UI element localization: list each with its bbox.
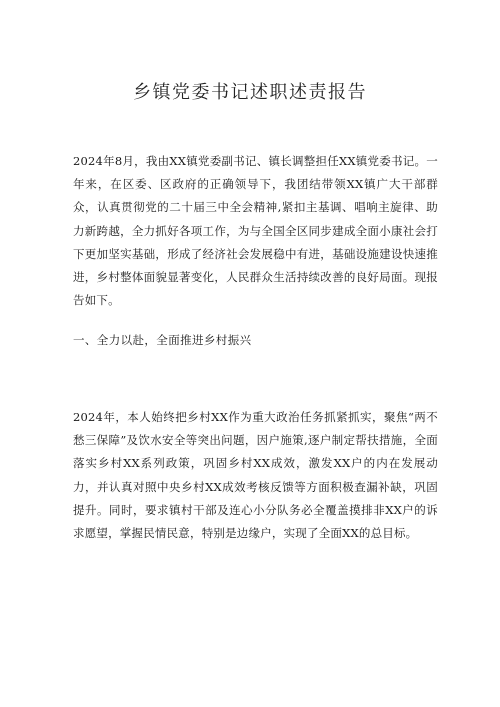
section-1-paragraph: 2024年，本人始终把乡村XX作为重大政治任务抓紧抓实，聚焦“两不愁三保障”及饮水安全等突出问题，因户施策,逐户制定帮扶措施，全面落实乡村XX系列政策，巩固乡村XX成效，激发XX户的内在发展动力，并认真对照中央乡村XX成效考核反馈等方面积极查漏补缺，巩固提升。同时，要求镇村干部及连心小分队务必全覆盖摸排非XX户的诉求愿望，掌握民情民意，特别是边缘户，实现了全面XX的总目标。 [73,410,438,541]
intro-paragraph: 2024年8月，我由XX镇党委副书记、镇长调整担任XX镇党委书记。一年来，在区委、区政府的正确领导下，我团结带领XX镇广大干部群众，认真贯彻党的二十届三中全会精神,紧扣主基调、唱响主旋律、助力新跨越，全力抓好各项工作，为与全国全区同步建成全面小康社会打下更加坚实基础，形成了经济社会发展稳中有进，基础设施建设快速推进，乡村整体面貌显著变化，人民群众生活持续改善的良好局面。现报告如下。 [73,154,438,308]
section-heading: 一、全力以赴，全面推进乡村振兴 [73,333,252,347]
document-title: 乡镇党委书记述职述责报告 [133,82,367,103]
